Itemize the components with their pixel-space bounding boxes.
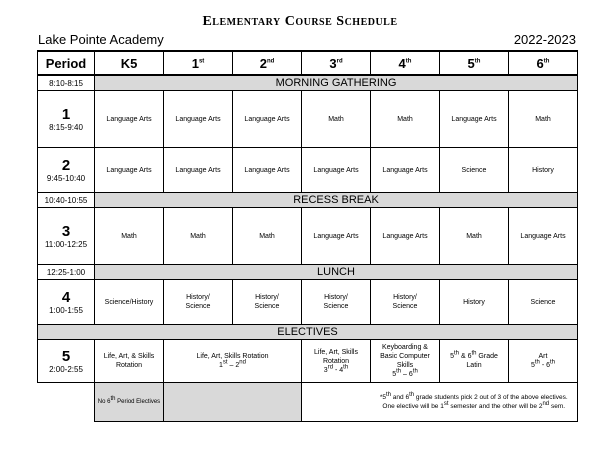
gray-filler-cell bbox=[164, 383, 302, 422]
course-cell: History/ Science bbox=[164, 280, 233, 325]
school-year: 2022-2023 bbox=[513, 32, 576, 47]
course-cell: History bbox=[509, 148, 578, 193]
band-time: 10:40-10:55 bbox=[38, 193, 95, 208]
header-k5: K5 bbox=[95, 51, 164, 75]
course-cell: Language Arts bbox=[95, 148, 164, 193]
course-cell: 5th & 6th Grade Latin bbox=[440, 340, 509, 383]
header-grade-5: 5th bbox=[440, 51, 509, 75]
period-row-5 bbox=[38, 340, 578, 383]
header-grade-2: 2nd bbox=[233, 51, 302, 75]
band-time: 12:25-1:00 bbox=[38, 265, 95, 280]
course-cell: Language Arts bbox=[233, 91, 302, 148]
course-cell: Math bbox=[95, 208, 164, 265]
header-grade-6: 6th bbox=[509, 51, 578, 75]
course-cell: History/ Science bbox=[302, 280, 371, 325]
course-cell: Language Arts bbox=[302, 148, 371, 193]
band-row-lunch bbox=[38, 265, 578, 280]
course-cell: History/ Science bbox=[233, 280, 302, 325]
period-row-4 bbox=[38, 280, 578, 325]
course-cell: Math bbox=[233, 208, 302, 265]
band-label: RECESS BREAK bbox=[95, 193, 578, 208]
course-cell: History bbox=[440, 280, 509, 325]
band-label: ELECTIVES bbox=[38, 325, 578, 340]
header-grade-1: 1st bbox=[164, 51, 233, 75]
course-cell: Language Arts bbox=[509, 208, 578, 265]
band-label: LUNCH bbox=[95, 265, 578, 280]
course-cell: Math bbox=[509, 91, 578, 148]
period-cell: 2 9:45-10:40 bbox=[38, 148, 95, 193]
course-cell: Language Arts bbox=[440, 91, 509, 148]
k5-note-cell: No 6th Period Electives bbox=[95, 383, 164, 422]
course-cell: Math bbox=[440, 208, 509, 265]
band-label: MORNING GATHERING bbox=[95, 75, 578, 91]
course-cell: Language Arts bbox=[371, 208, 440, 265]
period-cell: 3 11:00-12:25 bbox=[38, 208, 95, 265]
course-cell: Math bbox=[302, 91, 371, 148]
course-cell: Math bbox=[164, 208, 233, 265]
period-cell: 1 8:15-9:40 bbox=[38, 91, 95, 148]
header-period: Period bbox=[38, 51, 95, 75]
course-cell: Language Arts bbox=[233, 148, 302, 193]
blank-cell bbox=[302, 383, 371, 422]
period-row-1 bbox=[38, 91, 578, 148]
course-cell: Life, Art, Skills Rotation 1st – 2nd bbox=[164, 340, 302, 383]
course-cell: Science bbox=[509, 280, 578, 325]
course-cell: Math bbox=[371, 91, 440, 148]
header-row bbox=[38, 51, 578, 75]
course-cell: Language Arts bbox=[371, 148, 440, 193]
course-cell: Language Arts bbox=[95, 91, 164, 148]
header-grade-3: 3rd bbox=[302, 51, 371, 75]
course-cell: Keyboarding & Basic Computer Skills 5th – 6th bbox=[371, 340, 440, 383]
period-cell: 5 2:00-2:55 bbox=[38, 340, 95, 383]
band-time: 8:10-8:15 bbox=[38, 75, 95, 91]
band-row-recess bbox=[38, 193, 578, 208]
school-name: Lake Pointe Academy bbox=[38, 32, 164, 47]
header-grade-4: 4th bbox=[371, 51, 440, 75]
course-cell: History/ Science bbox=[371, 280, 440, 325]
course-cell: Language Arts bbox=[302, 208, 371, 265]
course-cell: Science bbox=[440, 148, 509, 193]
course-cell: Language Arts bbox=[164, 148, 233, 193]
course-cell: Life, Art, & Skills Rotation bbox=[95, 340, 164, 383]
period-row-3 bbox=[38, 208, 578, 265]
course-cell: Art 5th - 6th bbox=[509, 340, 578, 383]
period-cell: 4 1:00-1:55 bbox=[38, 280, 95, 325]
band-row-electives bbox=[38, 325, 578, 340]
schedule-table bbox=[37, 50, 578, 422]
empty-cell bbox=[38, 383, 95, 422]
page-title: Elementary Course Schedule bbox=[202, 14, 398, 29]
notes-row bbox=[38, 383, 578, 422]
band-row-morning bbox=[38, 75, 578, 91]
period-row-2 bbox=[38, 148, 578, 193]
electives-note: *5th and 6th grade students pick 2 out of 3 of the above electives. One elective will be 1st semester and the other will be 2nd sem. bbox=[371, 383, 578, 422]
course-cell: Life, Art, Skills Rotation 3rd - 4th bbox=[302, 340, 371, 383]
course-cell: Language Arts bbox=[164, 91, 233, 148]
course-cell: Science/History bbox=[95, 280, 164, 325]
